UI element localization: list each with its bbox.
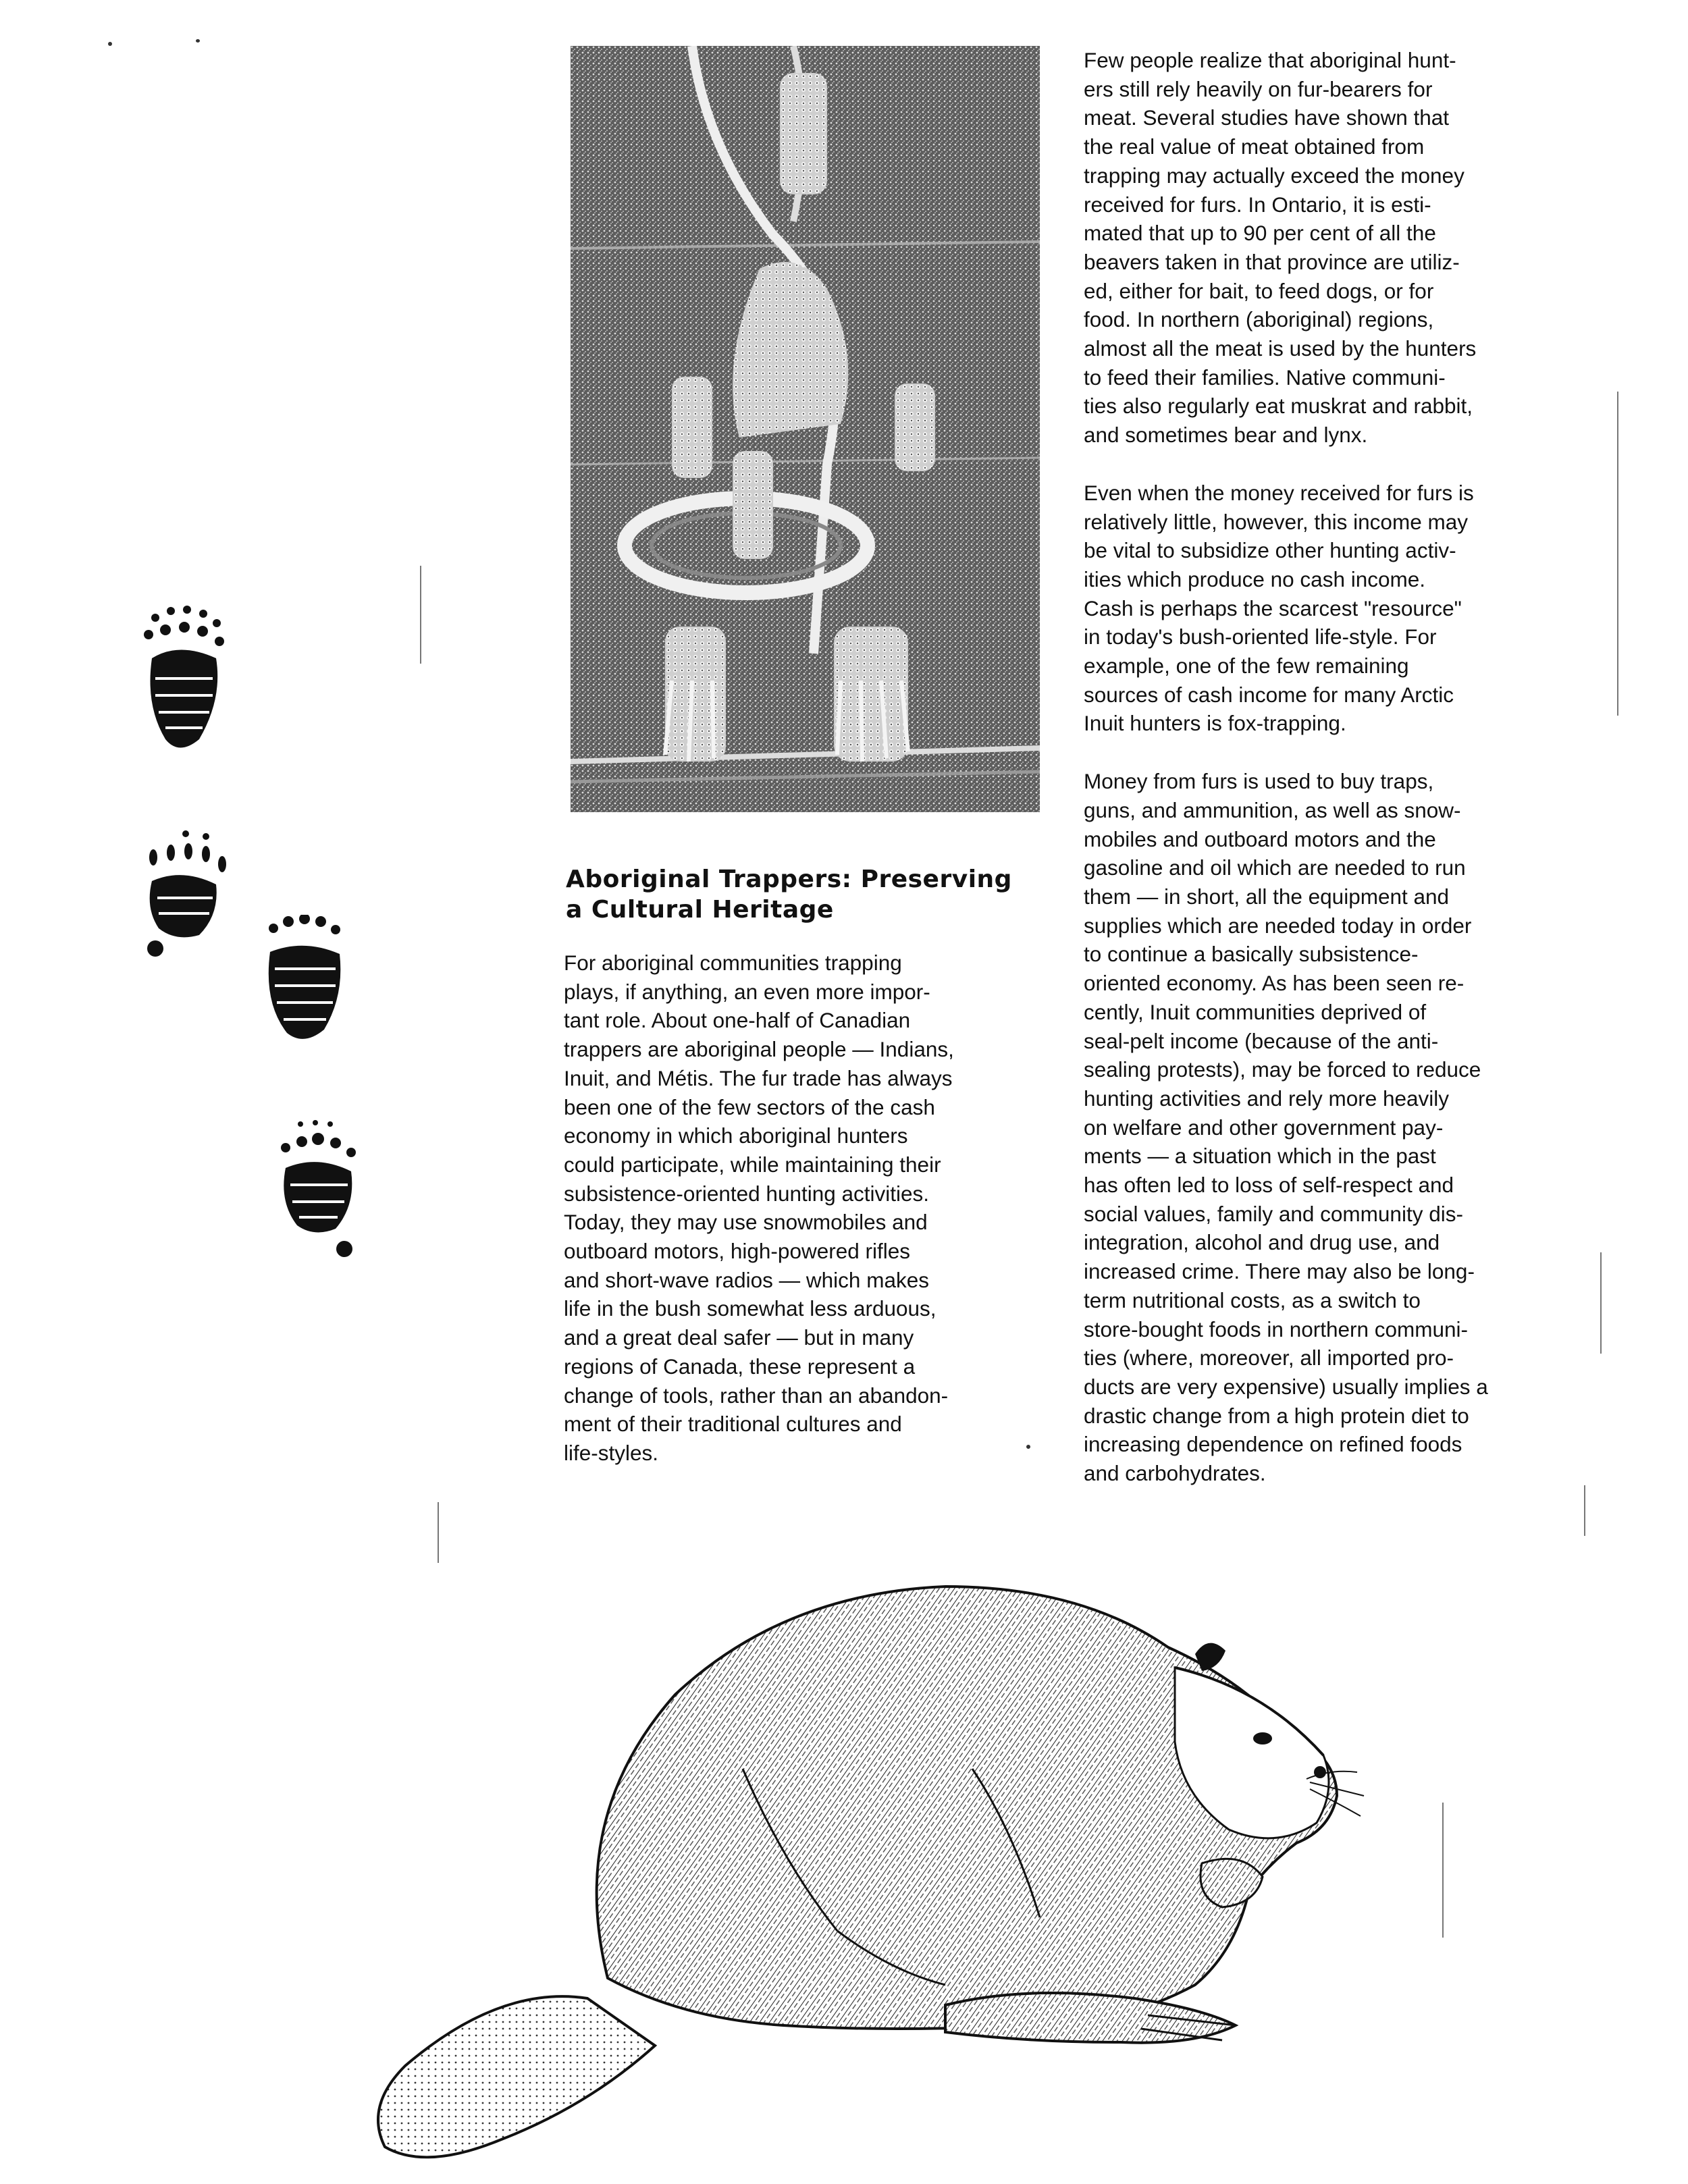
text-line: ities which produce no cash income. xyxy=(1084,566,1426,591)
text-line: drastic change from a high protein diet to xyxy=(1084,1403,1469,1428)
text-line: Even when the money received for furs is xyxy=(1084,480,1474,505)
scan-speck xyxy=(108,42,112,46)
scan-speck xyxy=(196,39,200,43)
text-line: food. In northern (aboriginal) regions, xyxy=(1084,307,1434,332)
text-line: ments — a situation which in the past xyxy=(1084,1144,1436,1169)
text-line: ducts are very expensive) usually implies a xyxy=(1084,1374,1488,1399)
text-line: cently, Inuit communities deprived of xyxy=(1084,999,1427,1024)
scan-artifact-line xyxy=(1600,1252,1602,1354)
text-line: been one of the few sectors of the cash xyxy=(564,1094,935,1119)
text-line: in today's bush-oriented life-style. For xyxy=(1084,624,1437,649)
text-line: and a great deal safer — but in many xyxy=(564,1325,914,1350)
text-line: gasoline and oil which are needed to run xyxy=(1084,855,1466,880)
text-line: increasing dependence on refined foods xyxy=(1084,1432,1462,1457)
text-line: ment of their traditional cultures and xyxy=(564,1412,902,1437)
text-line: ties (where, moreover, all imported pro- xyxy=(1084,1346,1454,1370)
section-heading xyxy=(566,864,1038,925)
text-line: be vital to subsidize other hunting activ- xyxy=(1084,538,1456,563)
text-line: increased crime. There may also be long- xyxy=(1084,1259,1475,1284)
left-paragraph xyxy=(564,949,1043,1468)
text-line: to continue a basically subsistence- xyxy=(1084,942,1419,967)
text-line: term nutritional costs, as a switch to xyxy=(1084,1287,1421,1312)
text-line: seal-pelt income (because of the anti- xyxy=(1084,1028,1439,1053)
text-line: could participate, while maintaining their xyxy=(564,1152,941,1177)
heading-line-1: Aboriginal Trappers: Preserving xyxy=(566,865,1012,893)
scan-artifact-line xyxy=(1584,1485,1585,1536)
text-line: tant role. About one-half of Canadian xyxy=(564,1008,911,1033)
text-line: regions of Canada, these represent a xyxy=(564,1354,916,1379)
text-line: example, one of the few remaining xyxy=(1084,654,1409,678)
text-line: almost all the meat is used by the hunters xyxy=(1084,336,1477,361)
text-line: Cash is perhaps the scarcest "resource" xyxy=(1084,595,1462,620)
text-line: mobiles and outboard motors and the xyxy=(1084,826,1436,851)
text-line: plays, if anything, an even more impor- xyxy=(564,979,930,1004)
text-line: received for furs. In Ontario, it is esti- xyxy=(1084,192,1431,217)
left-column-text xyxy=(564,949,1043,1468)
scan-artifact-line xyxy=(438,1502,439,1563)
text-line: hunting activities and rely more heavily xyxy=(1084,1086,1450,1111)
text-line: has often led to loss of self-respect and xyxy=(1084,1173,1454,1198)
text-line: ers still rely heavily on fur-bearers for xyxy=(1084,76,1433,101)
text-line: For aboriginal communities trapping xyxy=(564,951,902,975)
right-paragraph-1 xyxy=(1084,46,1570,450)
paw-print-icon xyxy=(260,915,348,1050)
text-line: and sometimes bear and lynx. xyxy=(1084,423,1368,448)
text-line: economy in which aboriginal hunters xyxy=(564,1123,908,1148)
text-line: Inuit hunters is fox-trapping. xyxy=(1084,711,1346,736)
text-line: ed, either for bait, to feed dogs, or for xyxy=(1084,278,1434,303)
text-line: Few people realize that aboriginal hunt- xyxy=(1084,48,1456,72)
text-line: the real value of meat obtained from xyxy=(1084,134,1425,159)
text-line: change of tools, rather than an abandon- xyxy=(564,1383,949,1408)
text-line: on welfare and other government pay- xyxy=(1084,1115,1444,1140)
text-line: integration, alcohol and drug use, and xyxy=(1084,1230,1440,1255)
beaver-illustration xyxy=(365,1512,1391,2174)
right-column-text xyxy=(1084,46,1570,1488)
scan-artifact-line xyxy=(420,566,421,664)
scan-artifact-line xyxy=(1617,392,1618,716)
text-line: Inuit, and Métis. The fur trade has always xyxy=(564,1065,953,1090)
text-line: subsistence-oriented hunting activities. xyxy=(564,1181,930,1206)
paw-print-icon xyxy=(138,604,233,760)
text-line: sources of cash income for many Arctic xyxy=(1084,682,1454,707)
hanging-pouch-photo xyxy=(571,46,1040,812)
text-line: supplies which are needed today in order xyxy=(1084,913,1472,938)
paw-print-icon xyxy=(138,827,233,962)
paw-print-icon xyxy=(273,1117,368,1262)
text-line: store-bought foods in northern communi- xyxy=(1084,1316,1469,1341)
heading-line-2: a Cultural Heritage xyxy=(566,896,834,924)
text-line: sealing protests), may be forced to reduce xyxy=(1084,1057,1481,1082)
text-line: trapping may actually exceed the money xyxy=(1084,163,1465,188)
text-line: Today, they may use snowmobiles and xyxy=(564,1210,928,1235)
text-line: social values, family and community dis- xyxy=(1084,1201,1463,1226)
text-line: guns, and ammunition, as well as snow- xyxy=(1084,797,1461,822)
text-line: to feed their families. Native communi- xyxy=(1084,365,1446,390)
text-line: life in the bush somewhat less arduous, xyxy=(564,1296,937,1321)
scan-artifact-line xyxy=(1442,1803,1444,1938)
text-line: them — in short, all the equipment and xyxy=(1084,884,1450,909)
text-line: outboard motors, high-powered rifles xyxy=(564,1239,911,1264)
text-line: mated that up to 90 per cent of all the xyxy=(1084,221,1436,246)
right-paragraph-2 xyxy=(1084,479,1570,738)
text-line: life-styles. xyxy=(564,1440,659,1465)
text-line: beavers taken in that province are utiliz- xyxy=(1084,249,1460,274)
text-line: and short-wave radios — which makes xyxy=(564,1267,929,1292)
text-line: meat. Several studies have shown that xyxy=(1084,105,1450,130)
text-line: relatively little, however, this income may xyxy=(1084,509,1468,534)
text-line: Money from furs is used to buy traps, xyxy=(1084,769,1434,794)
text-line: ties also regularly eat muskrat and rabbit, xyxy=(1084,394,1473,419)
text-line: trappers are aboriginal people — Indians, xyxy=(564,1037,954,1062)
text-line: oriented economy. As has been seen re- xyxy=(1084,971,1465,996)
right-paragraph-3 xyxy=(1084,767,1570,1488)
text-line: and carbohydrates. xyxy=(1084,1461,1266,1486)
scan-speck xyxy=(1026,1445,1030,1449)
